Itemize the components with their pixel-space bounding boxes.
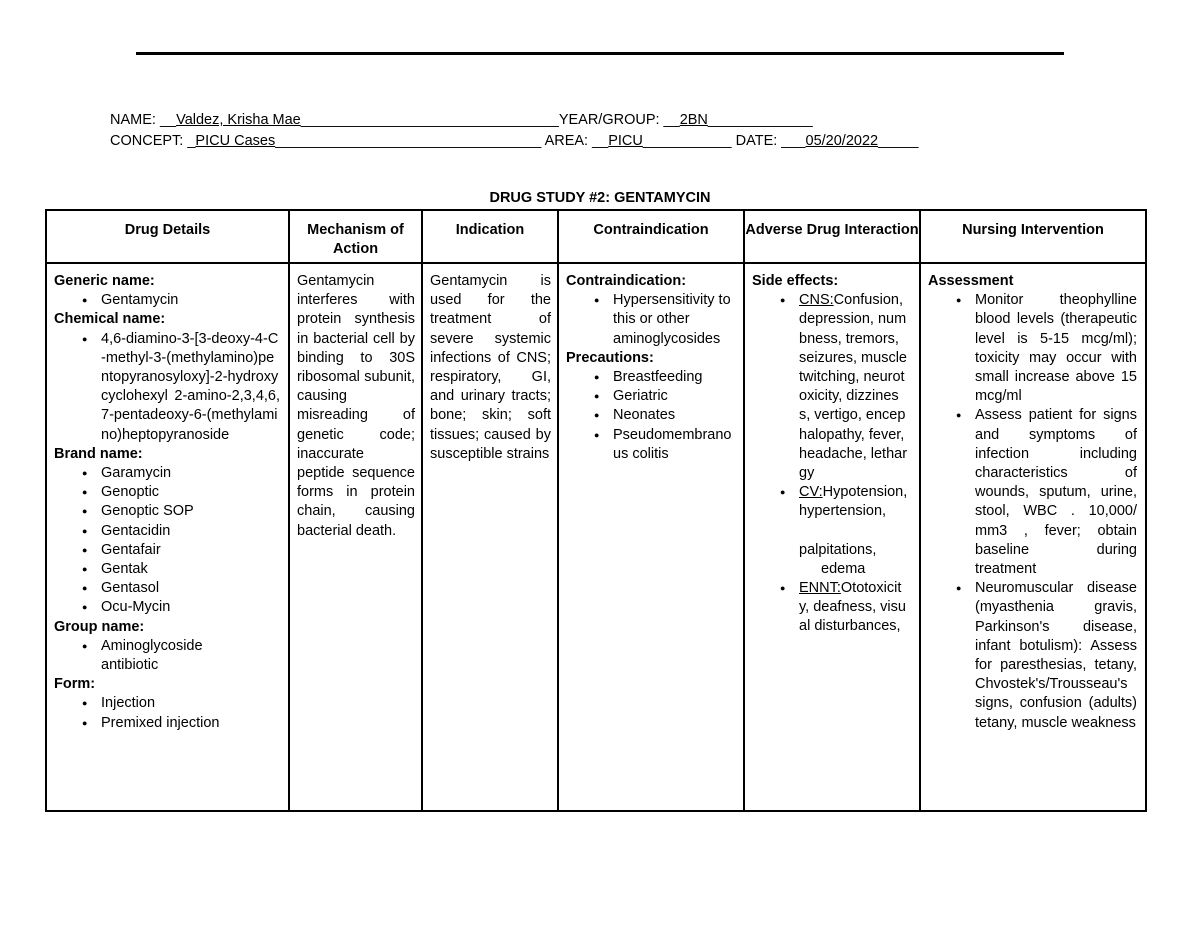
contraindication-label: Contraindication: (566, 273, 687, 289)
list-item: ● Breastfeeding (566, 368, 737, 387)
document-title: DRUG STUDY #2: GENTAMYCIN (489, 190, 711, 206)
generic-name-label: Generic name: (54, 273, 155, 289)
cv-label: CV: (799, 484, 823, 501)
list-item: ● Pseudomembranous colitis (566, 426, 737, 464)
eent-effects: Ototoxicity, deafness, visual disturbances, (799, 580, 906, 635)
list-item: ● Gentasol (54, 579, 282, 598)
list-item (752, 483, 913, 579)
list-item: ● Gentafair (54, 541, 282, 560)
area-value: PICU (608, 133, 643, 149)
list-item: ● Gentamycin (54, 291, 282, 310)
cell-nursing (920, 263, 1146, 811)
cell-mechanism: Gentamycin interferes with protein synthesis in bacterial cell by binding to 30S ribosomal subunit, causing misreading of genetic code; inaccurate peptide sequence forms in protein chain, causing bacterial death. (289, 263, 422, 811)
list-item: ● Genoptic (54, 483, 282, 502)
table-body-row (46, 263, 1146, 811)
list-item: ● Neuromuscular disease (myasthenia gravis, Parkinson's disease, infant botulism): Assess for paresthesias, tetany, Chvostek's/Trousseau's signs, confusion (adults) tetany, muscle weakness (928, 579, 1139, 733)
list-item: ● Ocu-Mycin (54, 598, 282, 617)
cns-effects: Confusion, depression, numbness, tremors, seizures, muscle twitching, neurotoxicity, dizziness, vertigo, encephalopathy, fever, headache, lethargy (799, 292, 908, 482)
cv-effects-3: edema (821, 560, 866, 577)
list-item: ● Hypersensitivity to this or other aminoglycosides (566, 291, 737, 349)
list-item: ● Gentacidin (54, 522, 282, 541)
table-header-row (46, 210, 1146, 263)
list-item (752, 579, 913, 637)
cv-effects: Hypotension, hypertension, (799, 484, 908, 520)
cell-indication: Gentamycin is used for the treatment of severe systemic infections of CNS; respiratory, GI, and urinary tracts; bone; skin; soft tissues; caused by susceptible strains (422, 263, 558, 811)
col-header-mechanism: Mechanism of Action (289, 210, 422, 263)
list-item: ● Injection (54, 694, 282, 713)
cell-adverse (744, 263, 920, 811)
col-header-drug-details: Drug Details (46, 210, 289, 263)
drug-study-table (45, 209, 1147, 812)
brand-name-label: Brand name: (54, 445, 143, 462)
list-item: ● Genoptic SOP (54, 502, 282, 521)
list-item (752, 291, 913, 483)
assessment-label: Assessment (928, 273, 1014, 289)
cell-drug-details (46, 263, 289, 811)
year-group-value: 2BN (679, 112, 708, 128)
eent-label: ENNT: (799, 580, 841, 597)
col-header-adverse: Adverse Drug Interaction (744, 210, 920, 263)
list-item: ● Aminoglycoside antibiotic (54, 637, 282, 675)
list-item: ● Geriatric (566, 387, 737, 406)
name-value: Valdez, Krisha Mae (176, 112, 301, 128)
col-header-indication: Indication (422, 210, 558, 263)
side-effects-label: Side effects: (752, 273, 839, 289)
header-line-2: CONCEPT: _PICU Cases_________________________________ AREA: __PICU___________ DATE: ___05/20/2022_____ (110, 133, 919, 149)
list-item: ● Assess patient for signs and symptoms of infection including characteristics of wounds, sputum, urine, stool, WBC . 10,000/ mm3 , fever; obtain baseline during treatment (928, 406, 1139, 579)
concept-value: PICU Cases (195, 133, 276, 149)
list-item: ● Premixed injection (54, 714, 282, 733)
cell-contraindication (558, 263, 744, 811)
col-header-nursing: Nursing Intervention (920, 210, 1146, 263)
top-rule (136, 52, 1064, 55)
date-value: 05/20/2022 (805, 133, 879, 149)
list-item: ● Monitor theophylline blood levels (therapeutic level is 5-15 mcg/ml); toxicity may occur with small increase above 15 mcg/ml (928, 291, 1139, 406)
cv-effects-2: palpitations, (799, 541, 877, 558)
col-header-contraindication: Contraindication (558, 210, 744, 263)
group-name-label: Group name: (54, 618, 145, 635)
list-item: ● Garamycin (54, 464, 282, 483)
list-item: ● 4,6-diamino-3-[3-deoxy-4-C-methyl-3-(methylamino)pentopyranosyloxy]-2-hydroxycyclohexyl 2-amino-2,3,4,6,7-pentadeoxy-6-(methylamino)heptopyranoside (54, 330, 282, 445)
precautions-label: Precautions: (566, 349, 654, 366)
cns-label: CNS: (799, 292, 834, 309)
chemical-name-label: Chemical name: (54, 311, 166, 328)
form-label: Form: (54, 676, 96, 693)
list-item: ● Gentak (54, 560, 282, 579)
header-line-1: NAME: __Valdez, Krisha Mae________________________________YEAR/GROUP: __2BN_____________ (110, 112, 813, 128)
list-item: ● Neonates (566, 406, 737, 425)
